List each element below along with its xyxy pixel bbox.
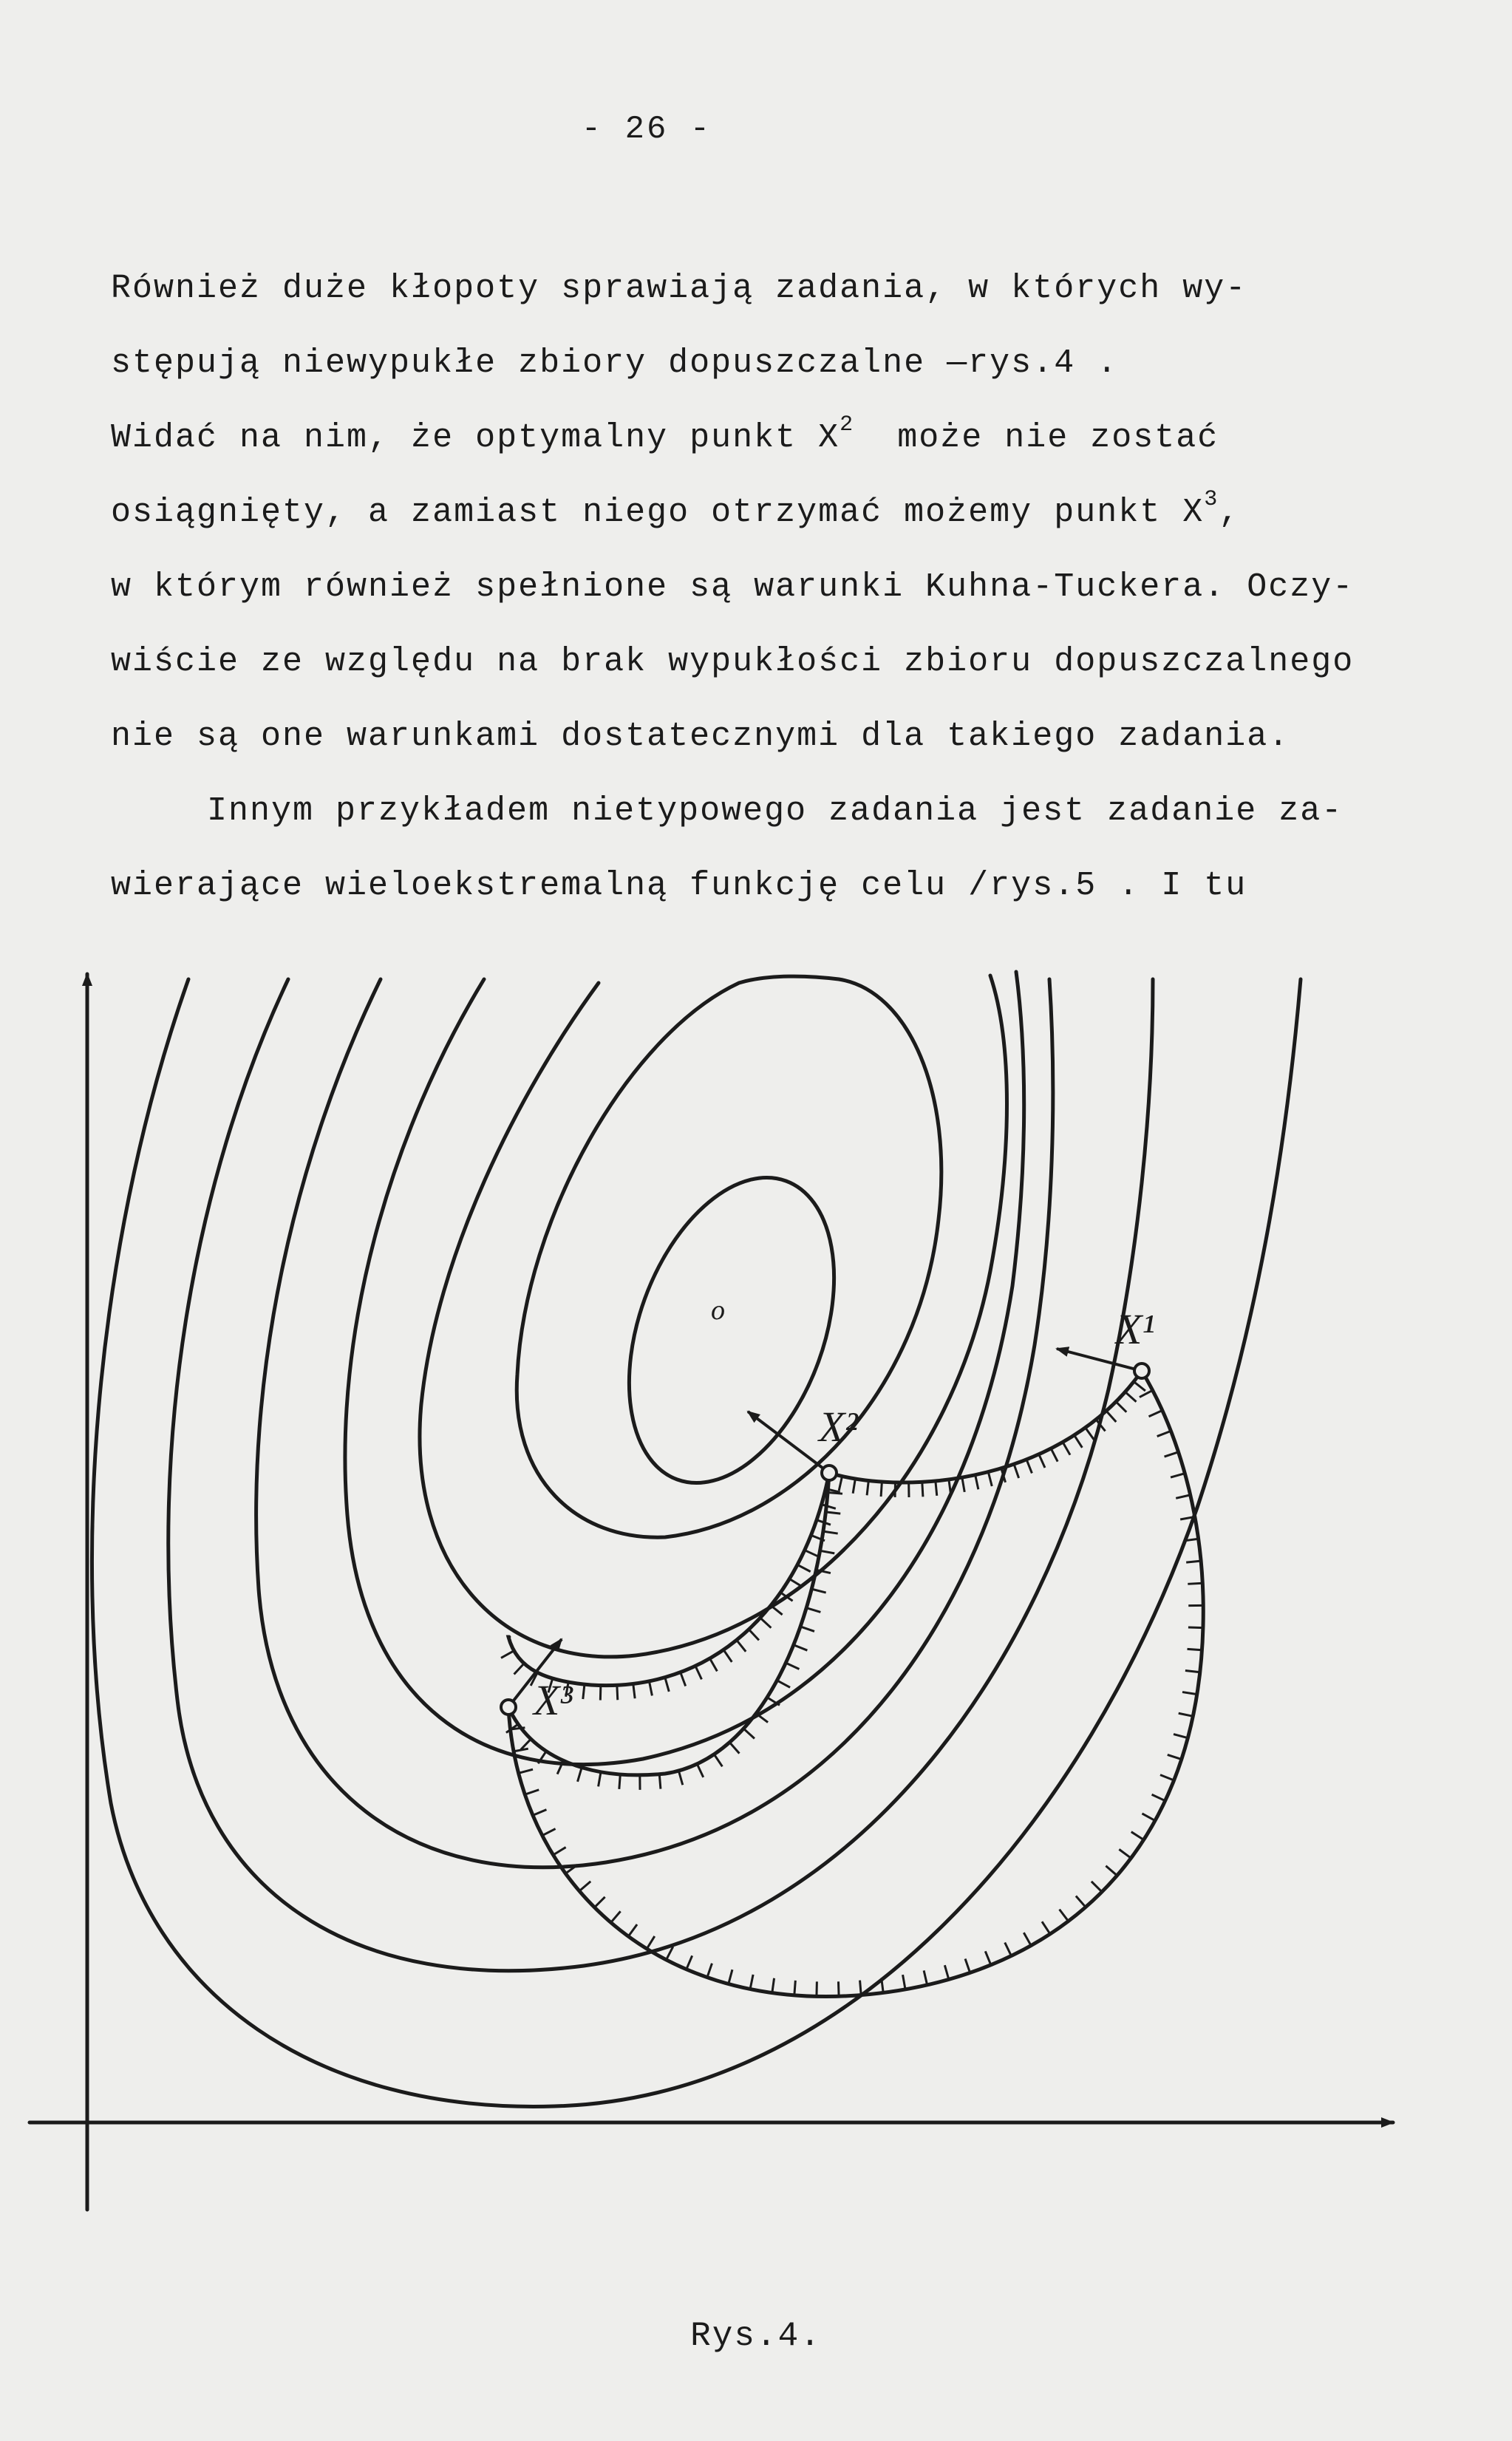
hatch-mark bbox=[697, 1764, 704, 1777]
hatch-mark bbox=[811, 1589, 825, 1593]
hatch-mark bbox=[619, 1774, 620, 1789]
boundary-x2-x3 bbox=[508, 1473, 829, 1686]
hatch-mark bbox=[750, 1975, 753, 1989]
hatch-mark bbox=[975, 1475, 978, 1490]
hatch-mark bbox=[1188, 1649, 1202, 1650]
hatch-mark bbox=[797, 1565, 811, 1571]
text-line-4-tail: , bbox=[1219, 494, 1241, 531]
hatch-mark bbox=[1149, 1411, 1162, 1417]
hatch-mark bbox=[714, 1754, 722, 1767]
hatch-mark bbox=[806, 1608, 820, 1613]
hatch-mark bbox=[525, 1790, 539, 1794]
hatch-mark bbox=[1182, 1692, 1197, 1695]
point-x1 bbox=[1134, 1364, 1149, 1378]
hatch-mark bbox=[786, 1663, 799, 1669]
hatch-mark bbox=[678, 1771, 682, 1785]
boundary-x2-x1 bbox=[829, 1371, 1142, 1482]
hatch-mark bbox=[903, 1975, 905, 1989]
hatch-mark bbox=[825, 1512, 840, 1514]
hatch-mark bbox=[1174, 1734, 1188, 1738]
hatch-mark bbox=[839, 1477, 842, 1491]
hatch-mark bbox=[1005, 1942, 1012, 1955]
hatch-mark bbox=[1126, 1392, 1137, 1401]
hatch-mark bbox=[823, 1531, 838, 1533]
hatch-mark bbox=[772, 1978, 774, 1993]
hatching bbox=[501, 1382, 1203, 1997]
hatch-mark bbox=[1160, 1775, 1174, 1780]
hatch-mark bbox=[628, 1924, 637, 1936]
hatch-mark bbox=[1119, 1849, 1131, 1858]
hatch-mark bbox=[1106, 1411, 1116, 1422]
hatch-mark bbox=[867, 1480, 868, 1495]
hatch-mark bbox=[649, 1681, 652, 1696]
text-line-3 bbox=[111, 401, 1441, 475]
hatch-mark bbox=[579, 1882, 590, 1891]
hatch-mark bbox=[723, 1650, 732, 1662]
contour-1 bbox=[590, 1149, 873, 1511]
superscript-3: 3 bbox=[1204, 487, 1219, 512]
text-line-4-head: osiągnięty, a zamiast niego otrzymać możemy punkt X bbox=[111, 494, 1205, 531]
hatch-mark bbox=[760, 1618, 772, 1628]
hatch-mark bbox=[1042, 1921, 1050, 1934]
hatch-mark bbox=[659, 1774, 661, 1789]
hatch-mark bbox=[542, 1829, 556, 1836]
text-line-1: Również duże kłopoty sprawiają zadania, w których wy- bbox=[111, 270, 1247, 307]
text-line-4 bbox=[111, 475, 1441, 550]
label-x1: X¹ bbox=[1116, 1305, 1155, 1353]
hatch-mark bbox=[1152, 1794, 1165, 1800]
hatch-mark bbox=[771, 1605, 783, 1615]
figure-rys4 bbox=[0, 953, 1512, 2269]
hatch-mark bbox=[737, 1640, 746, 1652]
hatch-mark bbox=[777, 1681, 790, 1687]
hatch-mark bbox=[828, 1492, 842, 1494]
hatch-mark bbox=[805, 1550, 818, 1556]
hatch-mark bbox=[1142, 1814, 1155, 1821]
hatch-mark bbox=[533, 1810, 546, 1816]
hatch-mark bbox=[922, 1482, 923, 1497]
hatch-mark bbox=[822, 1505, 836, 1509]
page-number: - 26 - bbox=[581, 111, 712, 148]
hatch-mark bbox=[1179, 1713, 1193, 1716]
hatch-mark bbox=[1140, 1390, 1153, 1397]
boundary-x3-upper bbox=[508, 1473, 829, 1775]
hatch-mark bbox=[1131, 1832, 1144, 1840]
figure-caption: Rys.4. bbox=[690, 2317, 822, 2355]
hatch-mark bbox=[1086, 1428, 1094, 1440]
hatch-mark bbox=[583, 1684, 585, 1699]
hatch-mark bbox=[1185, 1671, 1200, 1672]
hatch-mark bbox=[709, 1658, 717, 1671]
hatch-mark bbox=[1026, 1460, 1032, 1474]
hatch-mark bbox=[594, 1897, 605, 1907]
hatch-mark bbox=[647, 1936, 654, 1949]
hatch-mark bbox=[687, 1955, 692, 1969]
hatch-mark bbox=[729, 1743, 739, 1754]
hatch-mark bbox=[578, 1768, 582, 1782]
hatch-mark bbox=[1024, 1933, 1031, 1945]
hatch-mark bbox=[1106, 1866, 1117, 1876]
hatch-mark bbox=[936, 1481, 937, 1496]
hatch-mark bbox=[853, 1479, 855, 1494]
text-line-2: stępują niewypukłe zbiory dopuszczalne —rys.4 . bbox=[111, 344, 1119, 382]
text-line-9: wierające wieloekstremalną funkcję celu /rys.5 . I tu bbox=[111, 867, 1247, 905]
hatch-mark bbox=[1116, 1402, 1126, 1412]
hatch-mark bbox=[599, 1772, 601, 1787]
hatch-mark bbox=[514, 1664, 525, 1675]
hatch-mark bbox=[800, 1627, 814, 1632]
hatch-mark bbox=[1186, 1561, 1201, 1562]
hatch-mark bbox=[611, 1911, 621, 1922]
hatch-mark bbox=[695, 1666, 701, 1679]
text-line-3-tail: może nie zostać bbox=[897, 419, 1219, 457]
hatch-mark bbox=[749, 1630, 759, 1641]
hatch-mark bbox=[1188, 1627, 1203, 1628]
hatch-mark bbox=[665, 1678, 669, 1692]
hatch-mark bbox=[617, 1685, 618, 1700]
hatch-mark bbox=[944, 1965, 948, 1979]
hatch-mark bbox=[501, 1651, 514, 1658]
text-line-5: w którym również spełnione są warunki Kuhna-Tuckera. Oczy- bbox=[111, 568, 1355, 606]
hatch-mark bbox=[1157, 1431, 1171, 1436]
point-x2 bbox=[822, 1465, 837, 1480]
hatch-mark bbox=[924, 1970, 927, 1984]
text-line-6: wiście ze względu na brak wypukłości zbioru dopuszczalnego bbox=[111, 643, 1355, 681]
hatch-mark bbox=[988, 1472, 992, 1486]
text-line-7: nie są one warunkami dostatecznymi dla takiego zadania. bbox=[111, 718, 1290, 755]
hatch-mark bbox=[681, 1672, 686, 1686]
hatch-mark bbox=[789, 1579, 802, 1586]
hatch-mark bbox=[1076, 1896, 1086, 1907]
hatch-mark bbox=[1092, 1882, 1102, 1892]
hatch-mark bbox=[794, 1645, 808, 1650]
hatch-mark bbox=[881, 1482, 882, 1497]
hatch-mark bbox=[707, 1964, 712, 1978]
hatch-mark bbox=[962, 1477, 964, 1492]
contour-5 bbox=[256, 979, 1053, 1868]
hatch-mark bbox=[519, 1769, 533, 1773]
hatch-mark bbox=[1051, 1448, 1058, 1462]
hatch-mark bbox=[743, 1729, 755, 1738]
hatch-mark bbox=[1168, 1754, 1182, 1759]
hatch-mark bbox=[1171, 1474, 1185, 1477]
hatch-mark bbox=[838, 1981, 839, 1996]
body-text bbox=[111, 251, 1441, 923]
hatch-mark bbox=[1176, 1495, 1190, 1498]
hatch-mark bbox=[1188, 1583, 1202, 1584]
hatch-mark bbox=[554, 1848, 566, 1855]
hatch-mark bbox=[633, 1683, 635, 1698]
superscript-2: 2 bbox=[840, 412, 855, 438]
text-line-3-head: Widać na nim, że optymalny punkt X bbox=[111, 419, 840, 457]
optimum-marker: o bbox=[711, 1295, 725, 1326]
hatch-mark bbox=[985, 1951, 991, 1965]
hatch-mark bbox=[820, 1550, 835, 1553]
hatch-mark bbox=[1165, 1452, 1179, 1457]
hatch-mark bbox=[949, 1480, 951, 1494]
hatch-mark bbox=[756, 1714, 768, 1723]
point-x3 bbox=[501, 1700, 516, 1715]
text-line-8: Innym przykładem nietypowego zadania jest zadanie za- bbox=[207, 792, 1344, 830]
hatch-mark bbox=[1134, 1382, 1145, 1391]
hatch-mark bbox=[1014, 1464, 1019, 1478]
hatch-mark bbox=[965, 1958, 970, 1972]
hatch-mark bbox=[1075, 1435, 1083, 1448]
hatch-mark bbox=[860, 1981, 862, 1995]
hatch-mark bbox=[1039, 1454, 1045, 1468]
label-x2: X² bbox=[819, 1403, 858, 1451]
hatch-mark bbox=[794, 1981, 796, 1995]
hatch-mark bbox=[729, 1970, 732, 1984]
label-x3: X³ bbox=[534, 1676, 573, 1724]
contour-2 bbox=[517, 976, 941, 1537]
hatch-mark bbox=[1063, 1442, 1070, 1454]
hatch-mark bbox=[1060, 1910, 1069, 1921]
